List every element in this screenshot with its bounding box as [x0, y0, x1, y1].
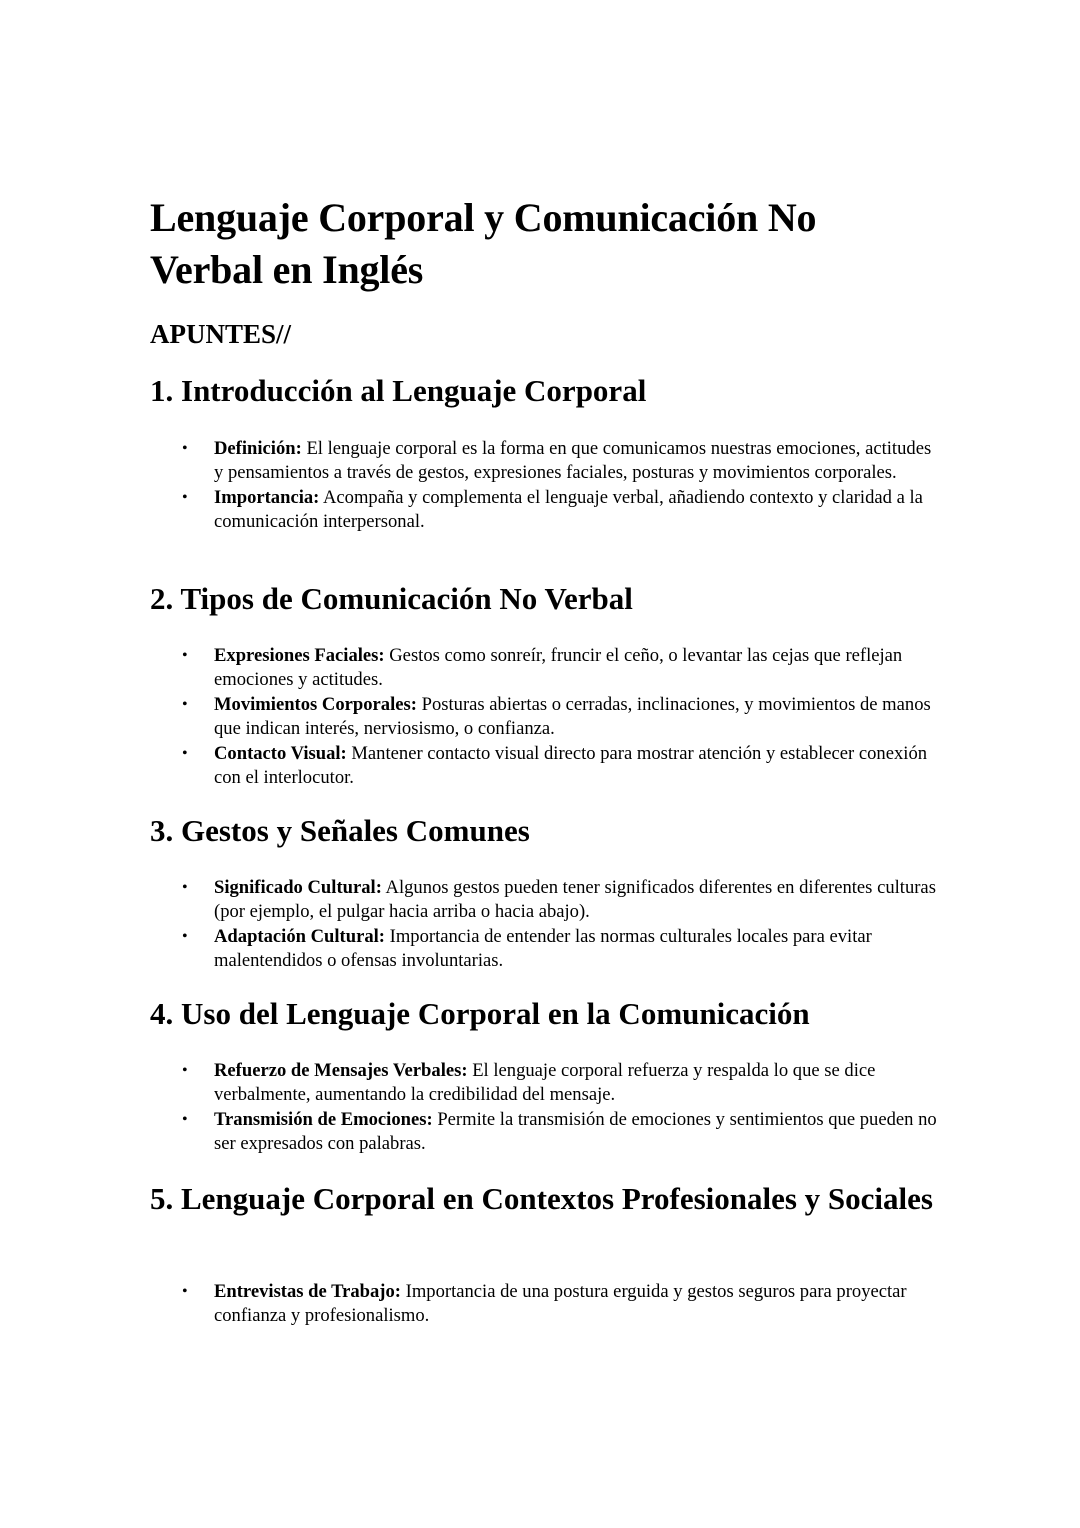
list-item — [150, 742, 940, 791]
list-item — [150, 925, 940, 974]
section-list-3 — [150, 876, 940, 974]
item-text: Importancia de entender las normas culturales locales para evitar malentendidos o ofensas involuntarias. — [214, 925, 872, 972]
section-heading-3: 3. Gestos y Señales Comunes — [150, 813, 530, 848]
section-heading-2: 2. Tipos de Comunicación No Verbal — [150, 581, 633, 616]
bullet-icon: • — [182, 695, 188, 713]
list-item — [150, 437, 940, 486]
item-term: Refuerzo de Mensajes Verbales: — [214, 1060, 468, 1081]
item-text: Posturas abiertas o cerradas, inclinaciones, y movimientos de manos que indican interés, nerviosismo, o confianza. — [214, 693, 931, 740]
item-text: Acompaña y complementa el lenguaje verbal, añadiendo contexto y claridad a la comunicación interpersonal. — [214, 486, 923, 533]
item-term: Transmisión de Emociones: — [214, 1108, 433, 1130]
section-list-2 — [150, 644, 940, 790]
bullet-icon: • — [182, 1062, 188, 1079]
section-list-4 — [150, 1059, 940, 1157]
list-item — [150, 1059, 940, 1108]
item-text: Permite la transmisión de emociones y sentimientos que pueden no ser expresados con palabras. — [214, 1108, 937, 1155]
section-list-1 — [150, 437, 940, 535]
document-title: Lenguaje Corporal y Comunicación No Verbal en Inglés — [150, 195, 817, 292]
document-subtitle: APUNTES// — [150, 319, 292, 349]
section-heading-1: 1. Introducción al Lenguaje Corporal — [150, 373, 647, 408]
item-term: Movimientos Corporales: — [214, 693, 417, 715]
item-term: Expresiones Faciales: — [214, 645, 385, 666]
item-text: Gestos como sonreír, fruncir el ceño, o levantar las cejas que reflejan emociones y actitudes. — [214, 645, 903, 691]
item-text: El lenguaje corporal es la forma en que comunicamos nuestras emociones, actitudes y pensamientos a través de gestos, expresiones faciales, posturas y movimientos corporales. — [214, 438, 932, 484]
item-text: Algunos gestos pueden tener significados diferentes en diferentes culturas (por ejemplo, el pulgar hacia arriba o hacia abajo). — [214, 877, 936, 923]
section-heading-4: 4. Uso del Lenguaje Corporal en la Comunicación — [150, 996, 810, 1031]
item-text: Importancia de una postura erguida y gestos seguros para proyectar confianza y profesionalismo. — [214, 1281, 907, 1327]
item-term: Adaptación Cultural: — [214, 925, 385, 947]
list-item — [150, 1108, 940, 1157]
list-item — [150, 693, 940, 742]
item-term: Definición: — [214, 438, 302, 459]
section-list-5 — [150, 1280, 940, 1329]
section-heading-5: 5. Lenguaje Corporal en Contextos Profesionales y Sociales — [150, 1181, 933, 1216]
item-text: El lenguaje corporal refuerza y respalda lo que se dice verbalmente, aumentando la credibilidad del mensaje. — [214, 1060, 876, 1106]
bullet-icon: • — [182, 488, 188, 506]
bullet-icon: • — [182, 440, 188, 457]
bullet-icon: • — [182, 927, 188, 945]
item-term: Entrevistas de Trabajo: — [214, 1281, 401, 1302]
item-text: Mantener contacto visual directo para mostrar atención y establecer conexión con el interlocutor. — [214, 742, 928, 789]
list-item — [150, 1280, 940, 1329]
bullet-icon: • — [182, 1283, 188, 1300]
bullet-icon: • — [182, 1110, 188, 1128]
item-term: Contacto Visual: — [214, 742, 347, 764]
item-term: Importancia: — [214, 486, 320, 508]
bullet-icon: • — [182, 647, 188, 664]
bullet-icon: • — [182, 744, 188, 762]
list-item — [150, 876, 940, 925]
list-item — [150, 486, 940, 535]
bullet-icon: • — [182, 879, 188, 896]
list-item — [150, 644, 940, 693]
item-term: Significado Cultural: — [214, 877, 382, 898]
